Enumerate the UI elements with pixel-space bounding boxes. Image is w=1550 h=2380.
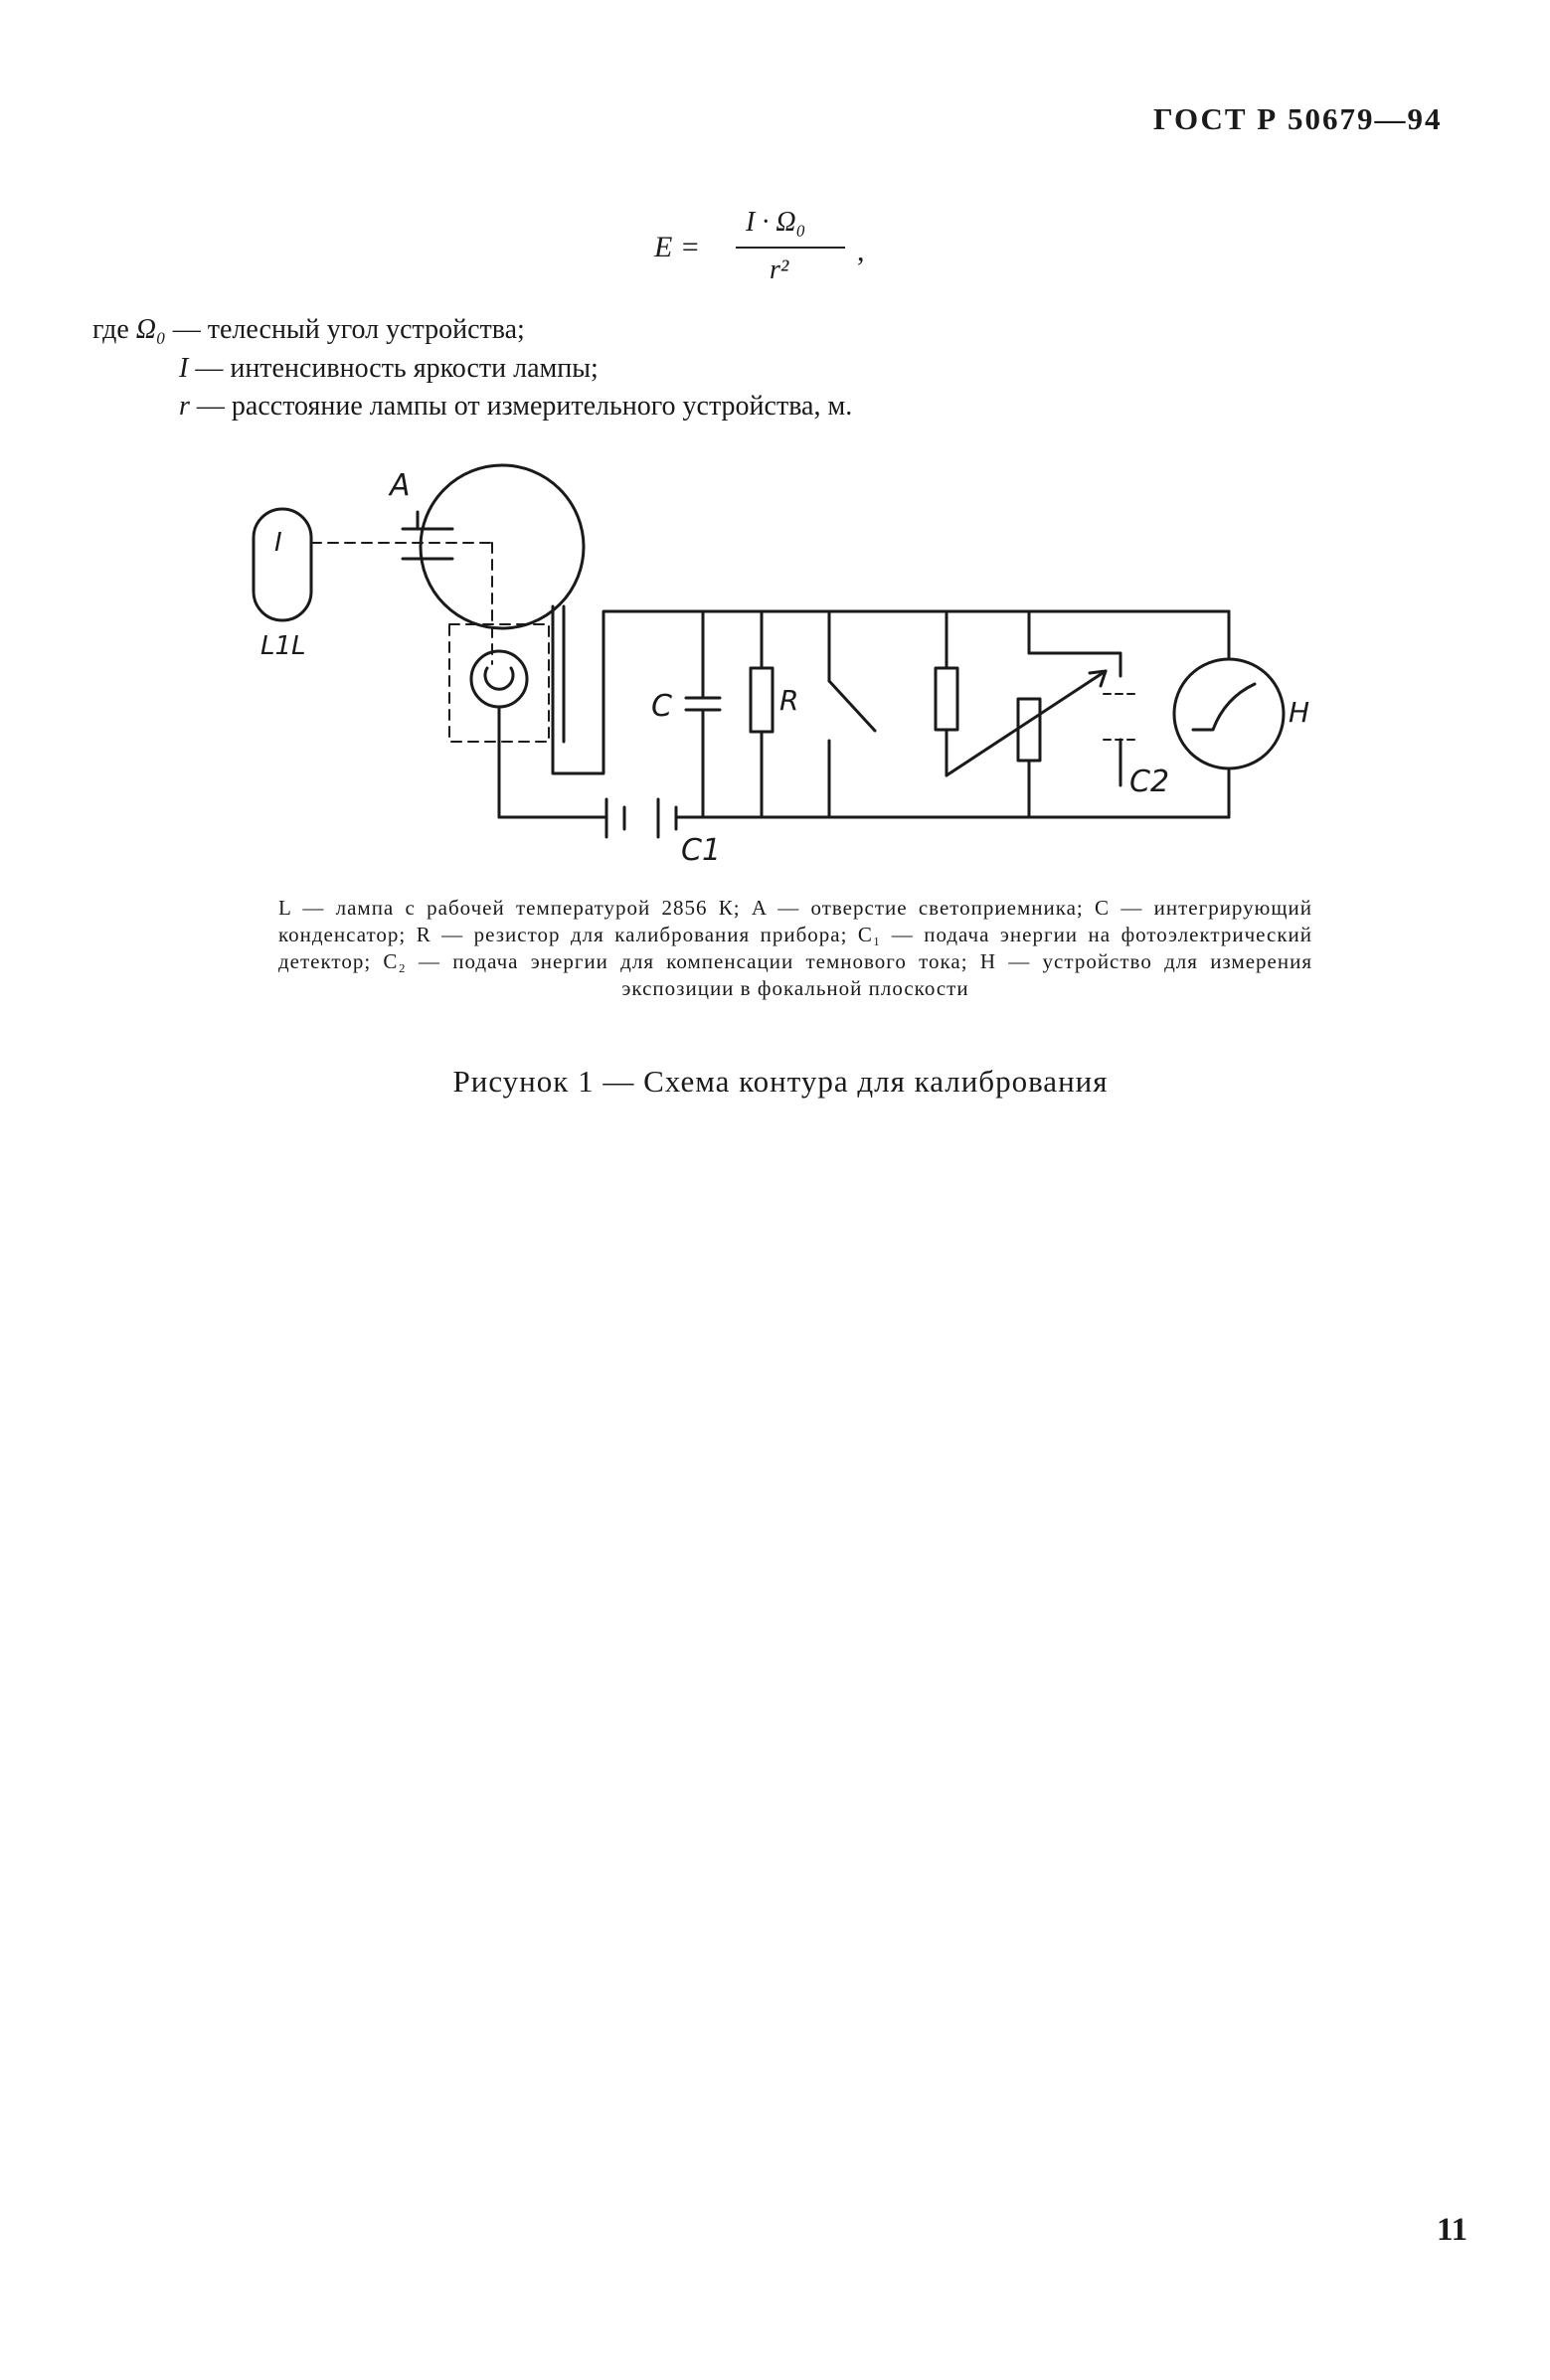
resistor-label: R — [779, 684, 799, 717]
figure-title: Рисунок 1 — Схема контура для калибрования — [452, 1064, 1109, 1099]
fixed-resistor — [936, 611, 957, 775]
exposure-meter — [1174, 611, 1309, 817]
calibration-circuit-diagram — [239, 452, 1312, 870]
definition-symbol: r — [179, 391, 190, 422]
lamp-mark-label: I — [274, 528, 282, 558]
formula-comma: , — [857, 235, 865, 267]
integrating-capacitor — [651, 611, 720, 817]
page-number: 11 — [1437, 2212, 1468, 2248]
capacitor-label: C — [651, 689, 672, 724]
battery-label: C1 — [681, 833, 722, 868]
formula-numerator: I · Ω₀ — [746, 207, 806, 238]
variable-resistor — [947, 611, 1120, 817]
compensation-c2 — [1104, 694, 1169, 799]
lamp-symbol — [254, 509, 311, 661]
illuminance-formula — [654, 199, 893, 298]
standard-code: ГОСТ Р 50679—94 — [1153, 101, 1443, 136]
integrating-sphere — [388, 465, 584, 628]
definition-text: — интенсивность яркости лампы; — [188, 353, 599, 384]
compensation-label: C2 — [1129, 765, 1170, 799]
definition-solid-angle — [92, 314, 525, 346]
definition-intensity — [179, 353, 599, 385]
definition-text: — телесный угол устройства; — [165, 314, 525, 345]
calibration-resistor — [751, 611, 798, 817]
definition-text: — расстояние лампы от измерительного устройства, м. — [189, 391, 853, 422]
formula-lhs: E = — [654, 231, 701, 263]
lamp-label: L1L — [260, 631, 306, 661]
fraction-bar — [736, 247, 845, 249]
formula-denominator: r² — [770, 255, 789, 285]
meter-label: H — [1289, 696, 1310, 729]
reset-switch — [829, 611, 875, 817]
definition-lead: где — [92, 314, 136, 345]
figure-legend: L — лампа с рабочей температурой 2856 К; A — отверстие светоприемника; C — интегрирующий конденсатор; R — резистор для калибрования прибора; C₁ — подача энергии на фотоэлектрический детектор; C₂ — подача энергии для компенсации темнового тока; H — устройство для измерения экспозиции в фокальной плоскости — [278, 896, 1312, 1000]
definition-distance — [179, 391, 852, 423]
definition-symbol: I — [179, 353, 189, 384]
aperture-label: A — [390, 468, 411, 503]
definition-symbol: Ω₀ — [135, 314, 166, 345]
